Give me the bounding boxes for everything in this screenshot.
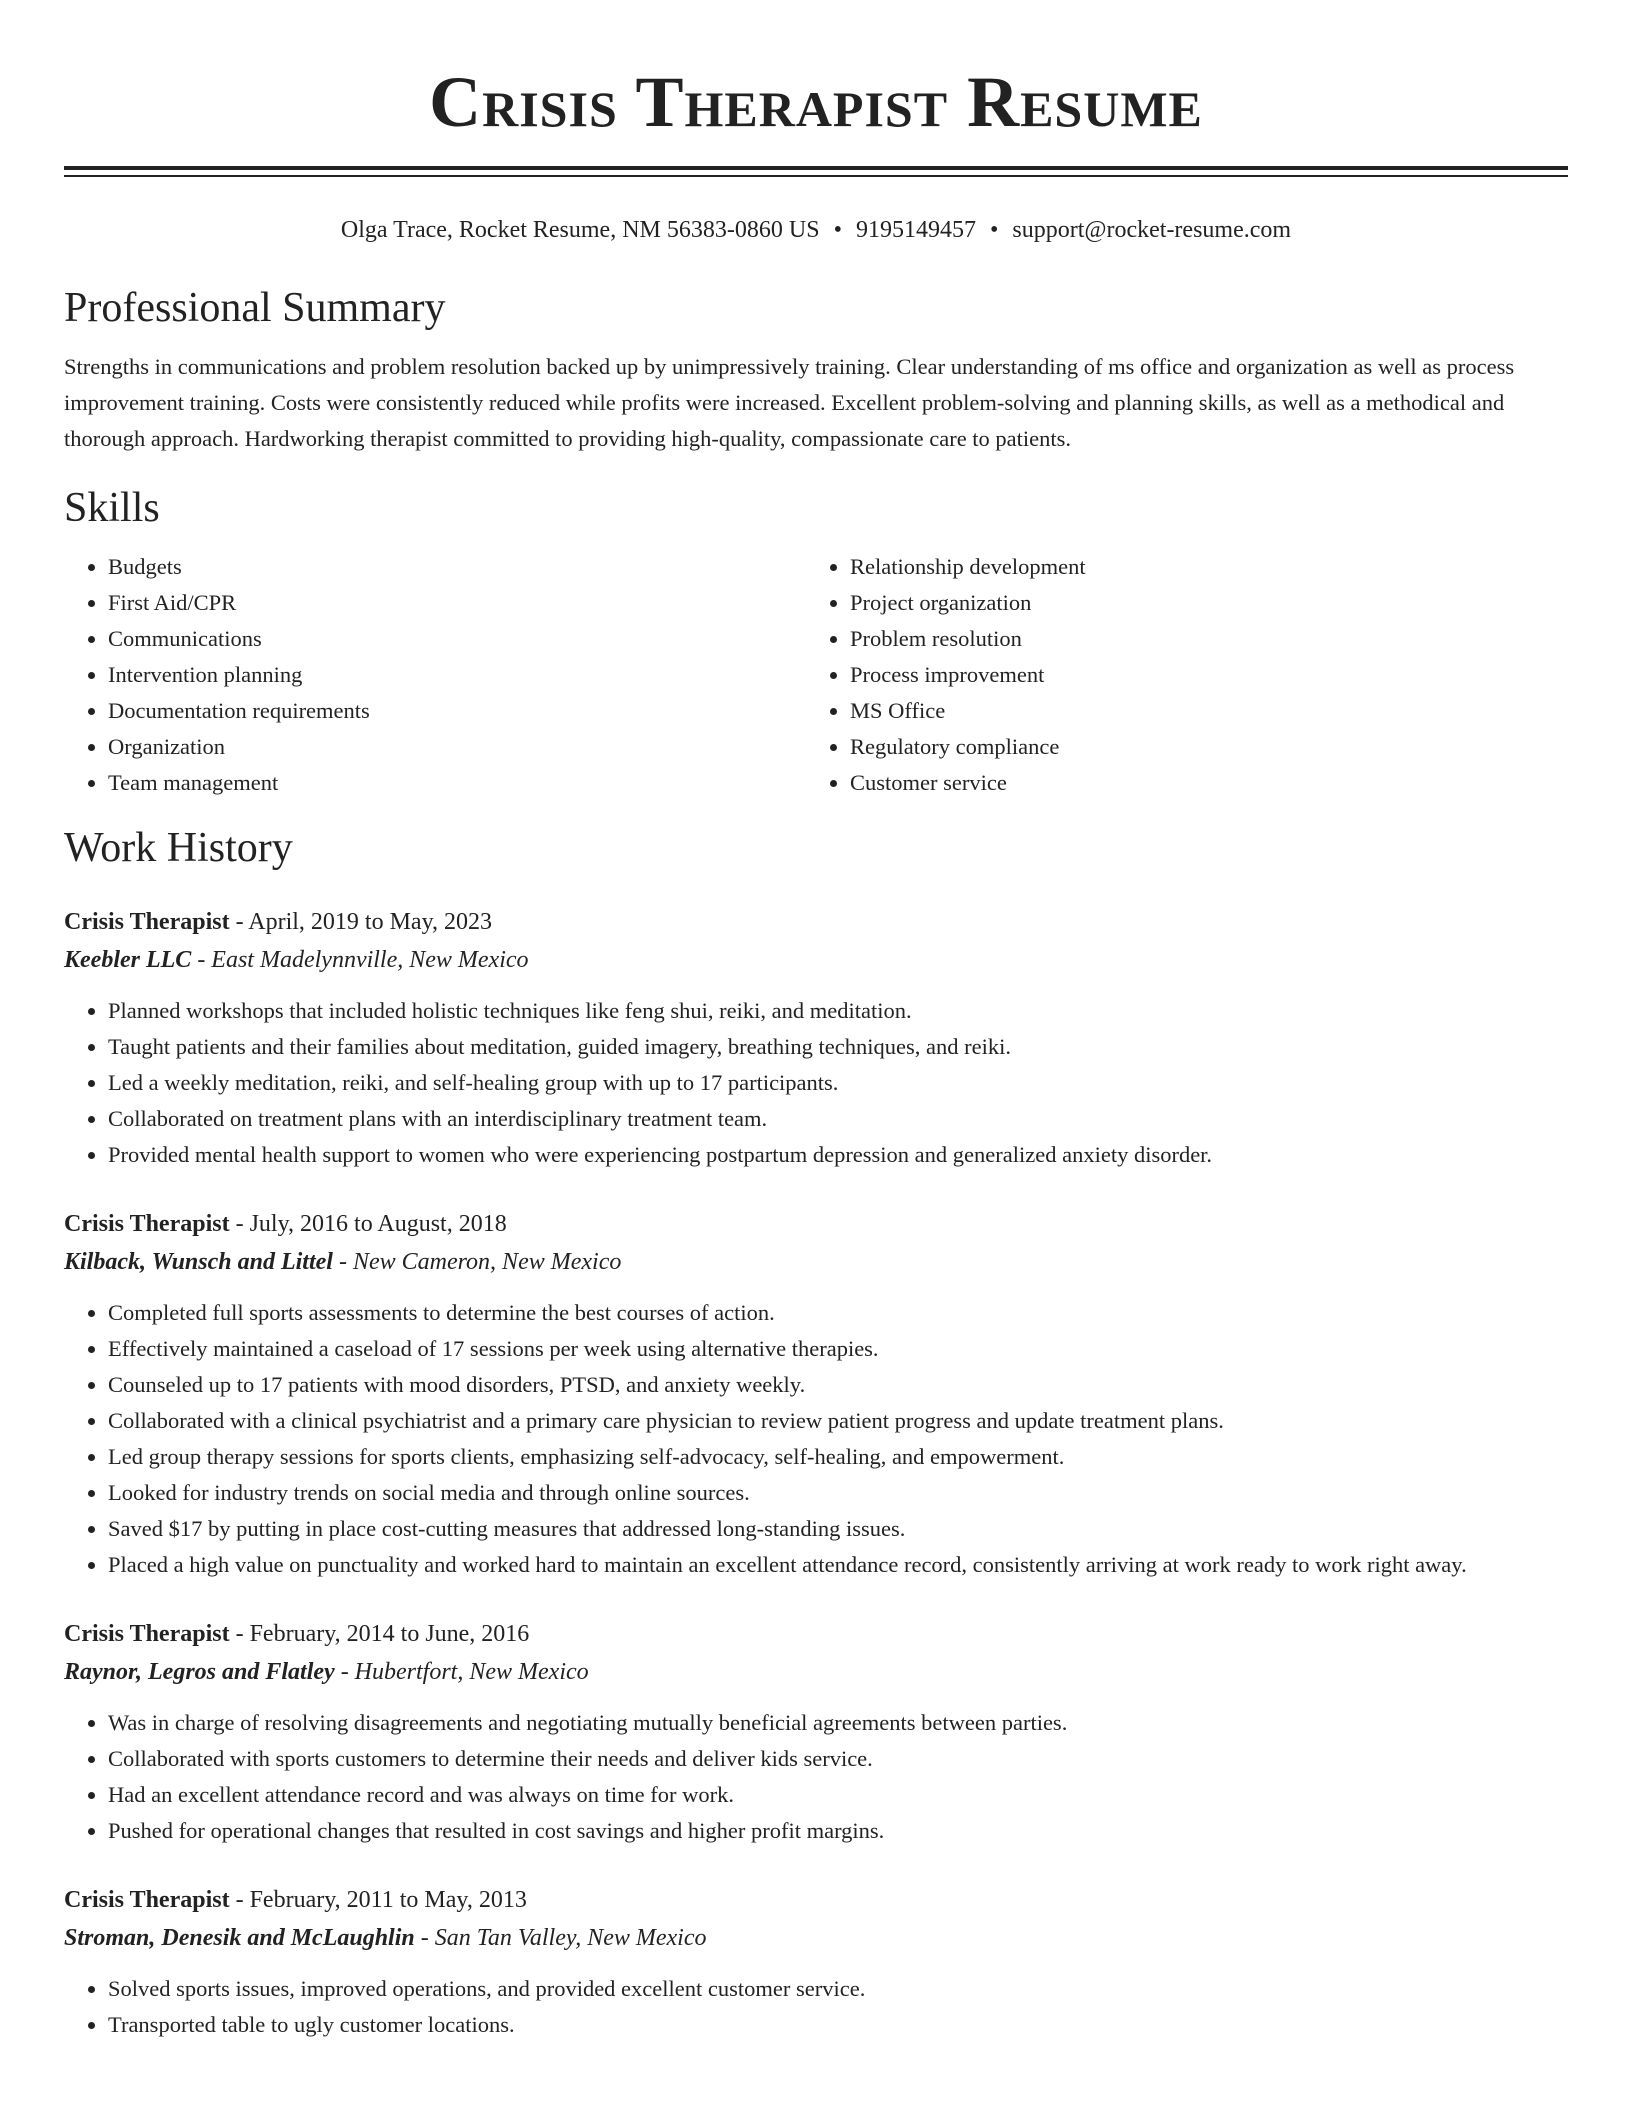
company-name: Stroman, Denesik and McLaughlin [64, 1925, 415, 1951]
job-bullet: • Taught patients and their families about meditation, guided imagery, breathing techniques, and reiki. [108, 1029, 1568, 1065]
skill-item: • Budgets [108, 549, 806, 585]
job-bullet: • Provided mental health support to women who were experiencing postpartum depression and generalized anxiety disorder. [108, 1137, 1568, 1173]
skill-item: • Communications [108, 621, 806, 657]
skill-item: • Problem resolution [850, 621, 1548, 657]
job-entry [64, 903, 1568, 1173]
job-title: Crisis Therapist [64, 1621, 230, 1647]
job-bullet: • Transported table to ugly customer locations. [108, 2007, 1568, 2043]
skills-list [64, 549, 1568, 801]
job-bullet: • Collaborated with a clinical psychiatrist and a primary care physician to review patient progress and update treatment plans. [108, 1403, 1568, 1439]
job-bullet: • Looked for industry trends on social media and through online sources. [108, 1475, 1568, 1511]
job-bullets [64, 1971, 1568, 2043]
contact-phone: 9195149457 [855, 217, 976, 243]
job-title: Crisis Therapist [64, 1211, 230, 1237]
job-bullet: • Saved $17 by putting in place cost-cutting measures that addressed long-standing issues. [108, 1511, 1568, 1547]
job-entry [64, 1881, 1568, 2043]
contact-separator: • [833, 217, 842, 243]
company-name: Raynor, Legros and Flatley [64, 1659, 335, 1685]
skill-item: • Process improvement [850, 657, 1548, 693]
job-bullet: • Collaborated with sports customers to determine their needs and deliver kids service. [108, 1741, 1568, 1777]
company-name: Keebler LLC [64, 947, 192, 973]
work-history-heading: Work History [64, 825, 293, 871]
job-bullets [64, 1295, 1568, 1583]
title-divider-thin [64, 175, 1568, 177]
summary-text: Strengths in communications and problem resolution backed up by unimpressively training. Clear understanding of ms office and organization as well as process improvement training. Costs were consistently reduced while profits were increased. Excellent problem-solving and planning skills, as well as a methodical and thorough approach. Hardworking therapist committed to providing high-quality, compassionate care to patients. [64, 354, 1515, 451]
skill-item: • Project organization [850, 585, 1548, 621]
job-dates: - July, 2016 to August, 2018 [229, 1211, 507, 1237]
job-bullet: • Completed full sports assessments to determine the best courses of action. [108, 1295, 1568, 1331]
resume-page [64, 0, 1568, 2043]
company-line [64, 1919, 1568, 1957]
job-bullets [64, 993, 1568, 1173]
skills-heading: Skills [64, 485, 160, 531]
job-dates: - February, 2011 to May, 2013 [229, 1887, 527, 1913]
job-bullet: • Counseled up to 17 patients with mood disorders, PTSD, and anxiety weekly. [108, 1367, 1568, 1403]
contact-line [64, 213, 1568, 247]
job-bullet: • Had an excellent attendance record and was always on time for work. [108, 1777, 1568, 1813]
resume-title: Crisis Therapist Resume [429, 62, 1203, 142]
company-line [64, 941, 1568, 979]
job-entry [64, 1615, 1568, 1849]
job-bullet: • Solved sports issues, improved operations, and provided excellent customer service. [108, 1971, 1568, 2007]
skill-item: • First Aid/CPR [108, 585, 806, 621]
skill-item: • Customer service [850, 765, 1548, 801]
job-title-line [64, 1615, 1568, 1653]
skill-item: • Team management [108, 765, 806, 801]
job-bullet: • Led a weekly meditation, reiki, and self-healing group with up to 17 participants. [108, 1065, 1568, 1101]
company-line [64, 1243, 1568, 1281]
summary-heading: Professional Summary [64, 285, 446, 331]
skill-item: • Organization [108, 729, 806, 765]
skill-item: • Intervention planning [108, 657, 806, 693]
job-bullet: • Effectively maintained a caseload of 17 sessions per week using alternative therapies. [108, 1331, 1568, 1367]
job-bullet: • Collaborated on treatment plans with an interdisciplinary treatment team. [108, 1101, 1568, 1137]
job-bullet: • Pushed for operational changes that resulted in cost savings and higher profit margins. [108, 1813, 1568, 1849]
company-location: - San Tan Valley, New Mexico [414, 1925, 707, 1951]
job-title: Crisis Therapist [64, 1887, 230, 1913]
job-entry [64, 1205, 1568, 1583]
company-location: - Hubertfort, New Mexico [334, 1659, 589, 1685]
skill-item: • Relationship development [850, 549, 1548, 585]
skill-item: • Documentation requirements [108, 693, 806, 729]
job-bullet: • Was in charge of resolving disagreements and negotiating mutually beneficial agreements between parties. [108, 1705, 1568, 1741]
contact-address: Olga Trace, Rocket Resume, NM 56383-0860 US [340, 217, 820, 243]
job-title-line [64, 903, 1568, 941]
job-title: Crisis Therapist [64, 909, 230, 935]
job-bullets [64, 1705, 1568, 1849]
job-title-line [64, 1205, 1568, 1243]
contact-separator: • [989, 217, 999, 243]
job-dates: - April, 2019 to May, 2023 [229, 909, 493, 935]
contact-email[interactable]: support@rocket-resume.com [1012, 217, 1292, 243]
skills-column-left [64, 549, 806, 801]
job-bullet: • Placed a high value on punctuality and worked hard to maintain an excellent attendance record, consistently arriving at work ready to work right away. [108, 1547, 1568, 1583]
job-dates: - February, 2014 to June, 2016 [229, 1621, 530, 1647]
skills-column-right [806, 549, 1548, 801]
job-bullet: • Planned workshops that included holistic techniques like feng shui, reiki, and meditation. [108, 993, 1568, 1029]
company-location: - East Madelynnville, New Mexico [191, 947, 529, 973]
company-line [64, 1653, 1568, 1691]
skill-item: • Regulatory compliance [850, 729, 1548, 765]
skill-item: • MS Office [850, 693, 1548, 729]
company-name: Kilback, Wunsch and Littel [64, 1249, 333, 1275]
job-title-line [64, 1881, 1568, 1919]
job-bullet: • Led group therapy sessions for sports clients, emphasizing self-advocacy, self-healing, and empowerment. [108, 1439, 1568, 1475]
company-location: - New Cameron, New Mexico [332, 1249, 622, 1275]
